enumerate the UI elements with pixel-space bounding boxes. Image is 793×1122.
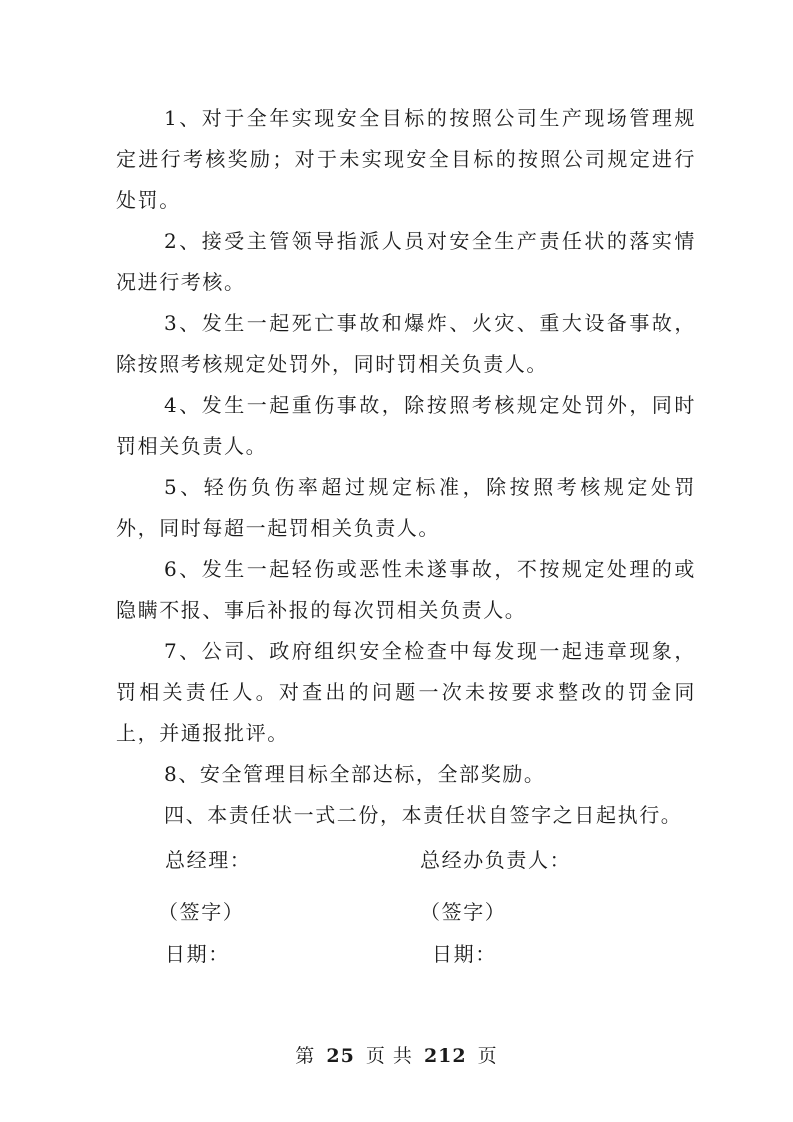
office-head-label: 总经办负责人： — [420, 848, 572, 872]
paragraph-item-3: 3、发生一起死亡事故和爆炸、火灾、重大设备事故，除按照考核规定处罚外，同时罚相关负责人。 — [116, 311, 696, 376]
page-footer — [0, 1041, 793, 1068]
paragraph-item-4: 4、发生一起重伤事故，除按照考核规定处罚外，同时罚相关负责人。 — [116, 393, 696, 458]
paragraph-item-8: 8、安全管理目标全部达标，全部奖励。 — [164, 762, 546, 786]
paragraph-item-2: 2、接受主管领导指派人员对安全生产责任状的落实情况进行考核。 — [116, 229, 696, 294]
paragraph-item-7: 7、公司、政府组织安全检查中每发现一起违章现象，罚相关责任人。对查出的问题一次未按要求整改的罚金同上，并通报批评。 — [116, 639, 696, 745]
paragraph-item-6: 6、发生一起轻伤或恶性未遂事故，不按规定处理的或隐瞒不报、事后补报的每次罚相关负责人。 — [116, 557, 696, 622]
paragraph-item-1: 1、对于全年实现安全目标的按照公司生产现场管理规定进行考核奖励；对于未实现安全目标的按照公司规定进行处罚。 — [116, 106, 696, 212]
footer-prefix: 第 — [295, 1045, 316, 1067]
footer-suffix: 页 — [477, 1045, 498, 1067]
footer-middle: 页 共 — [365, 1045, 413, 1067]
current-page-number: 25 — [326, 1045, 355, 1067]
total-pages-number: 212 — [423, 1045, 467, 1067]
document-body — [116, 98, 696, 836]
general-manager-date: 日期： — [165, 942, 230, 966]
office-head-signature: （签字） — [420, 900, 507, 924]
office-head-date: 日期： — [432, 942, 497, 966]
general-manager-label: 总经理： — [165, 848, 252, 872]
paragraph-section-four: 四、本责任状一式二份，本责任状自签字之日起执行。 — [164, 803, 683, 827]
general-manager-signature: （签字） — [158, 900, 245, 924]
paragraph-item-5: 5、轻伤负伤率超过规定标准，除按照考核规定处罚外，同时每超一起罚相关负责人。 — [116, 475, 696, 540]
